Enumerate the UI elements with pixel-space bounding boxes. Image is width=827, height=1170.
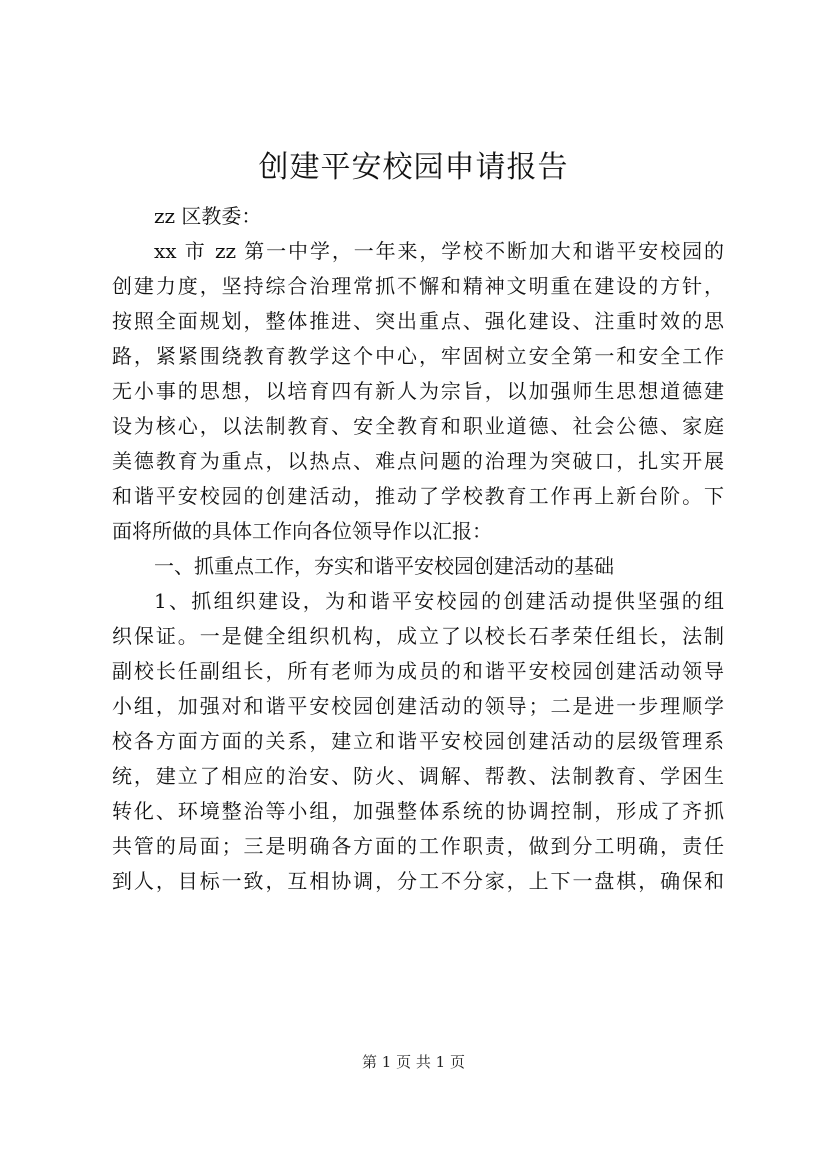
- paragraph-line: 美德教育为重点，以热点、难点问题的治理为突破口，扎实开展: [112, 449, 724, 473]
- paragraph-line: 校各方面方面的关系，建立和谐平安校园创建活动的层级管理系: [112, 729, 724, 753]
- paragraph-line: xx 市 zz 第一中学，一年来，学校不断加大和谐平安校园的: [154, 239, 724, 263]
- paragraph-line: 无小事的思想，以培育四有新人为宗旨，以加强师生思想道德建: [112, 379, 724, 403]
- paragraph-line: 面将所做的具体工作向各位领导作以汇报：: [112, 519, 492, 543]
- paragraph-line: 织保证。一是健全组织机构，成立了以校长石孝荣任组长，法制: [112, 624, 724, 648]
- paragraph-line: 按照全面规划，整体推进、突出重点、强化建设、注重时效的思: [112, 309, 724, 333]
- paragraph-line: 路，紧紧围绕教育教学这个中心，牢固树立安全第一和安全工作: [112, 344, 724, 368]
- paragraph-line: 到人，目标一致，互相协调，分工不分家，上下一盘棋，确保和: [112, 869, 724, 893]
- paragraph-line: 转化、环境整治等小组，加强整体系统的协调控制，形成了齐抓: [112, 799, 724, 823]
- section-heading: 一、抓重点工作，夯实和谐平安校园创建活动的基础: [154, 554, 614, 578]
- document-title: 创建平安校园申请报告: [258, 150, 569, 185]
- paragraph-line: 创建力度，坚持综合治理常抓不懈和精神文明重在建设的方针，: [112, 274, 724, 298]
- paragraph-line: 和谐平安校园的创建活动，推动了学校教育工作再上新台阶。下: [112, 484, 724, 508]
- paragraph-line: 1、抓组织建设，为和谐平安校园的创建活动提供坚强的组: [154, 589, 724, 613]
- page-number-footer: 第 1 页 共 1 页: [362, 1053, 465, 1071]
- paragraph-line: 小组，加强对和谐平安校园创建活动的领导；二是进一步理顺学: [112, 694, 724, 718]
- paragraph-line: 共管的局面；三是明确各方面的工作职责，做到分工明确，责任: [112, 834, 724, 858]
- paragraph-line: 统，建立了相应的治安、防火、调解、帮教、法制教育、学困生: [112, 764, 724, 788]
- paragraph-line: 设为核心，以法制教育、安全教育和职业道德、社会公德、家庭: [112, 414, 724, 438]
- paragraph-line: 副校长任副组长，所有老师为成员的和谐平安校园创建活动领导: [112, 659, 724, 683]
- document-body: [112, 199, 724, 899]
- salutation-line: zz 区教委：: [154, 204, 262, 228]
